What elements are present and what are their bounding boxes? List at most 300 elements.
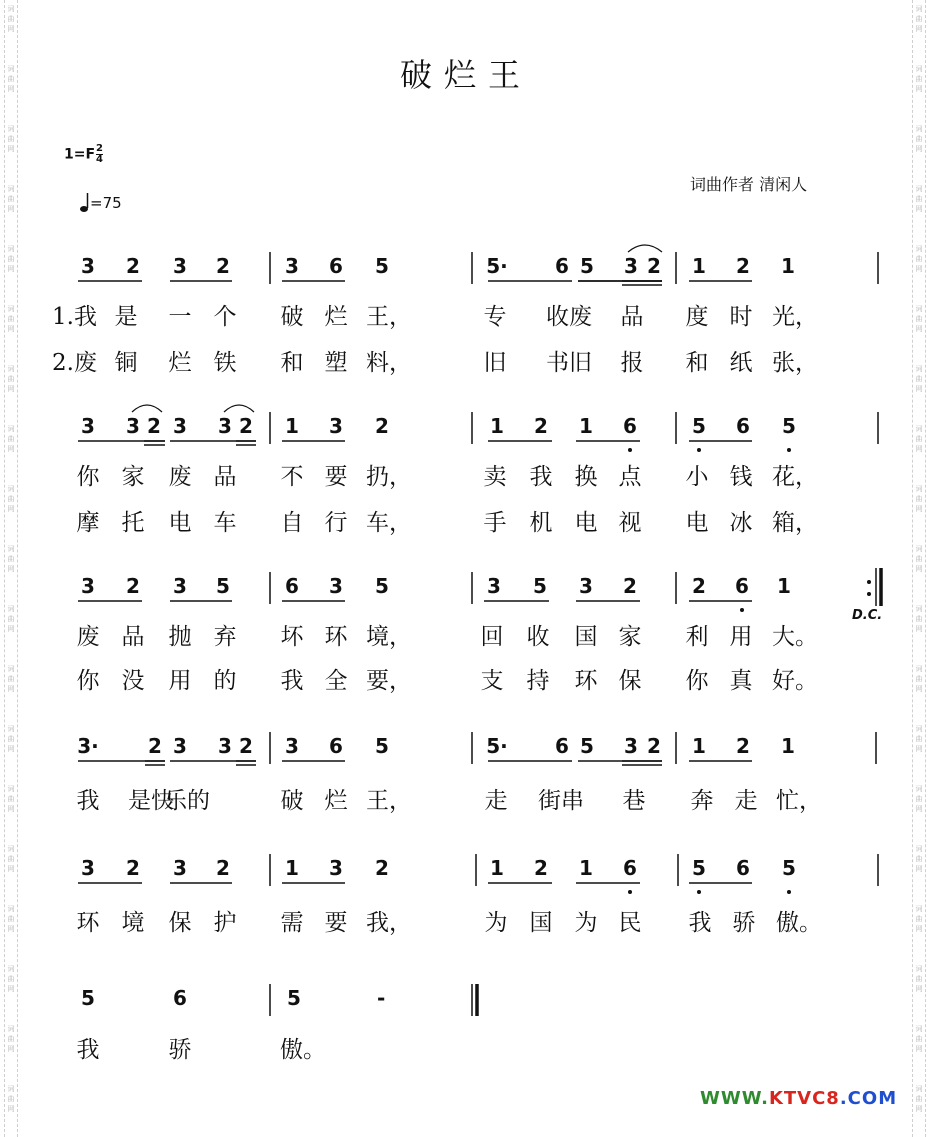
lyric-syllable: 骄 [732, 910, 756, 936]
lyric-syllable: 花， [772, 464, 818, 490]
watermark-char: 词 [7, 965, 15, 973]
note-digit: 6 [329, 734, 343, 758]
low-octave-dot [787, 890, 791, 894]
lyric-syllable: 利 [685, 624, 709, 650]
lyric-syllable: 你 [685, 668, 709, 694]
watermark-char: 词 [915, 1025, 923, 1033]
note-digit: 3 [487, 574, 501, 598]
note-digit: 2 [534, 414, 548, 438]
lyric-syllable: 托 [121, 510, 145, 536]
lyric-syllable: 烂 [324, 788, 348, 814]
lyric-syllable: 你 [76, 464, 100, 490]
watermark-char: 曲 [915, 75, 923, 83]
lyric-syllable: 持 [526, 668, 550, 694]
watermark-char: 网 [915, 205, 923, 213]
note-digit: 2 [736, 254, 750, 278]
da-capo-mark: D.C. [852, 608, 883, 623]
watermark-char: 曲 [7, 75, 15, 83]
note-digit: 5 [375, 574, 389, 598]
note-digit: 3 [218, 414, 232, 438]
lyric-syllable: 烂 [168, 350, 192, 376]
watermark-char: 网 [7, 925, 15, 933]
note-digit: 2 [126, 574, 140, 598]
time-denominator: 4 [96, 154, 104, 165]
note-digit: 6 [329, 254, 343, 278]
watermark-char: 词 [915, 305, 923, 313]
lyric-syllable: 不 [280, 464, 304, 490]
lyric-syllable: 换 [574, 464, 598, 490]
watermark-char: 网 [7, 745, 15, 753]
watermark-char: 词 [7, 5, 15, 13]
note-digit: 3 [329, 574, 343, 598]
lyric-syllable: 巷 [622, 788, 646, 814]
watermark-char: 词 [7, 845, 15, 853]
note-digit: 3 [329, 856, 343, 880]
key-signature [64, 144, 103, 165]
note-digit: 1 [490, 856, 504, 880]
note-digit: 5 [692, 856, 706, 880]
lyric-syllable: 车 [213, 510, 237, 536]
watermark-char: 词 [7, 365, 15, 373]
watermark-char: 词 [7, 905, 15, 913]
note-digit: 3 [81, 254, 95, 278]
watermark-char: 曲 [915, 615, 923, 623]
note-digit: 2 [216, 254, 230, 278]
site-part-1: WWW. [700, 1088, 769, 1109]
watermark-char: 曲 [7, 1095, 15, 1103]
time-numerator: 2 [96, 143, 104, 154]
lyric-syllable: 张， [772, 350, 818, 376]
note-digit: 3 [173, 734, 187, 758]
watermark-char: 网 [7, 265, 15, 273]
watermark-char: 词 [7, 125, 15, 133]
watermark-char: 词 [915, 905, 923, 913]
lyric-syllable: 护 [213, 910, 237, 936]
note-digit: 2 [239, 414, 253, 438]
watermark-char: 曲 [915, 315, 923, 323]
lyric-syllable: 烂 [324, 304, 348, 330]
watermark-char: 网 [7, 505, 15, 513]
note-digit: 2 [534, 856, 548, 880]
lyric-syllable: 为 [484, 910, 508, 936]
watermark-char: 曲 [7, 615, 15, 623]
lyric-syllable: 家 [618, 624, 642, 650]
quarter-note-icon [80, 192, 90, 214]
watermark-char: 网 [915, 505, 923, 513]
watermark-char: 曲 [915, 555, 923, 563]
watermark-char: 词 [7, 665, 15, 673]
watermark-char: 网 [7, 325, 15, 333]
watermark-char: 词 [915, 245, 923, 253]
note-digit: 1 [579, 856, 593, 880]
lyric-syllable: 箱， [772, 510, 818, 536]
lyric-syllable: 个 [213, 304, 237, 330]
watermark-char: 网 [7, 985, 15, 993]
watermark-char: 曲 [7, 375, 15, 383]
lyric-syllable: 钱 [729, 464, 753, 490]
watermark-char: 曲 [915, 915, 923, 923]
lyric-syllable: 保 [618, 668, 642, 694]
watermark-char: 网 [7, 25, 15, 33]
note-digit: 5 [782, 856, 796, 880]
note-digit: 2 [148, 734, 162, 758]
lyric-syllable: 环 [76, 910, 100, 936]
watermark-char: 曲 [915, 495, 923, 503]
lyric-syllable: 家 [121, 464, 145, 490]
lyric-syllable: 铁 [213, 350, 237, 376]
lyric-syllable: 大。 [772, 624, 818, 650]
lyric-syllable: 走 [734, 788, 758, 814]
lyric-syllable: 视 [618, 510, 642, 536]
lyric-syllable: 环 [574, 668, 598, 694]
low-octave-dot [628, 890, 632, 894]
note-digit: 3 [173, 856, 187, 880]
watermark-char: 曲 [7, 855, 15, 863]
lyric-syllable: 没 [121, 668, 145, 694]
note-digit: 3 [81, 856, 95, 880]
watermark-char: 词 [915, 965, 923, 973]
lyric-syllable: 街串 [538, 788, 584, 814]
lyric-syllable: 的 [213, 668, 237, 694]
watermark-char: 词 [915, 665, 923, 673]
note-digit: 6 [555, 254, 569, 278]
watermark-char: 网 [915, 325, 923, 333]
lyric-syllable: 是快 [128, 788, 174, 814]
watermark-char: 网 [915, 745, 923, 753]
watermark-char: 词 [7, 1085, 15, 1093]
watermark-char: 词 [7, 545, 15, 553]
note-digit: 1 [781, 734, 795, 758]
lyric-syllable: 是 [114, 304, 138, 330]
note-digit: 2 [623, 574, 637, 598]
lyric-syllable: 抛 [168, 624, 192, 650]
slur-arc [628, 245, 662, 252]
lyric-syllable: 电 [168, 510, 192, 536]
lyric-syllable: 我 [76, 1037, 100, 1063]
note-digit: 1 [777, 574, 791, 598]
low-octave-dot [697, 448, 701, 452]
watermark-char: 词 [915, 845, 923, 853]
lyric-syllable: 破 [280, 788, 304, 814]
lyric-syllable: 塑 [324, 350, 348, 376]
lyric-syllable: 我 [76, 788, 100, 814]
watermark-char: 词 [7, 1025, 15, 1033]
lyric-syllable: 民 [618, 910, 642, 936]
note-digit: 3 [624, 734, 638, 758]
note-digit: 1 [692, 254, 706, 278]
lyric-syllable: 废 [168, 464, 192, 490]
note-digit: 2 [147, 414, 161, 438]
lyric-syllable: 用 [168, 668, 192, 694]
watermark-char: 词 [915, 1085, 923, 1093]
watermark-char: 词 [7, 305, 15, 313]
lyric-syllable: 忙， [776, 788, 822, 814]
note-digit: 2 [375, 414, 389, 438]
watermark-char: 曲 [7, 1035, 15, 1043]
watermark-char: 词 [7, 425, 15, 433]
note-digit: 3 [173, 414, 187, 438]
lyric-syllable: 自 [280, 510, 304, 536]
lyric-syllable: 度 [685, 304, 709, 330]
low-octave-dot [697, 890, 701, 894]
watermark-char: 曲 [915, 135, 923, 143]
watermark-char: 网 [915, 625, 923, 633]
lyric-syllable: 电 [685, 510, 709, 536]
note-digit: 2 [216, 856, 230, 880]
lyric-syllable: 卖 [483, 464, 507, 490]
watermark-char: 网 [915, 685, 923, 693]
watermark-char: 词 [915, 485, 923, 493]
watermark-char: 网 [7, 1045, 15, 1053]
watermark-char: 曲 [7, 735, 15, 743]
lyric-syllable: 用 [729, 624, 753, 650]
slur-arc [224, 405, 254, 412]
lyric-syllable: 品 [121, 624, 145, 650]
lyric-syllable: 铜 [114, 350, 138, 376]
note-digit: 3 [329, 414, 343, 438]
note-digit: 3 [173, 574, 187, 598]
lyric-syllable: 收废 [546, 304, 592, 330]
note-digit: 3 [624, 254, 638, 278]
watermark-char: 曲 [7, 915, 15, 923]
lyric-syllable: 傲。 [776, 910, 822, 936]
lyric-syllable: 你 [76, 668, 100, 694]
watermark-char: 词 [915, 185, 923, 193]
watermark-char: 词 [7, 185, 15, 193]
note-digit: 5 [533, 574, 547, 598]
lyric-syllable: 品 [213, 464, 237, 490]
lyric-syllable: 我 [529, 464, 553, 490]
lyric-syllable: 国 [529, 910, 553, 936]
note-digit: 6 [555, 734, 569, 758]
note-digit: 6 [736, 414, 750, 438]
lyric-syllable: 行 [324, 510, 348, 536]
lyric-syllable: 光， [772, 304, 818, 330]
note-digit: 6 [173, 986, 187, 1010]
watermark-char: 网 [7, 385, 15, 393]
lyric-syllable: 专 [483, 304, 507, 330]
lyric-syllable: 回 [480, 624, 504, 650]
lyric-syllable: 境 [121, 910, 145, 936]
watermark-char: 网 [915, 265, 923, 273]
watermark-char: 曲 [7, 795, 15, 803]
composer-credit: 词曲作者 清闲人 [690, 175, 808, 194]
note-digit: 3· [77, 734, 99, 758]
lyric-syllable: 2.废 [52, 350, 97, 376]
watermark-char: 网 [915, 985, 923, 993]
watermark-char: 曲 [915, 435, 923, 443]
note-digit: 2 [692, 574, 706, 598]
lyric-syllable: 和 [685, 350, 709, 376]
note-digit: 5· [486, 734, 508, 758]
note-digit: 3 [81, 574, 95, 598]
lyric-syllable: 真 [729, 668, 753, 694]
lyric-syllable: 破 [280, 304, 304, 330]
note-digit: 6 [285, 574, 299, 598]
watermark-char: 词 [915, 545, 923, 553]
lyric-syllable: 我 [688, 910, 712, 936]
lyric-syllable: 纸 [729, 350, 753, 376]
watermark-char: 网 [7, 865, 15, 873]
lyric-syllable: 一 [168, 304, 192, 330]
key-label: 1=F [64, 146, 96, 163]
watermark-char: 网 [7, 685, 15, 693]
watermark-char: 词 [915, 425, 923, 433]
watermark-char: 网 [7, 145, 15, 153]
note-digit: 1 [285, 856, 299, 880]
watermark-char: 曲 [915, 975, 923, 983]
watermark-char: 曲 [7, 435, 15, 443]
watermark-char: 词 [7, 485, 15, 493]
lyric-syllable: 时 [729, 304, 753, 330]
repeat-dot [867, 580, 871, 584]
note-digit: 1 [490, 414, 504, 438]
watermark-char: 网 [915, 805, 923, 813]
tempo-marking [80, 192, 122, 214]
note-digit: 2 [647, 254, 661, 278]
lyric-syllable: 奔 [690, 788, 714, 814]
note-digit: 6 [623, 414, 637, 438]
low-octave-dot [740, 608, 744, 612]
watermark-char: 曲 [7, 495, 15, 503]
watermark-char: 网 [915, 865, 923, 873]
lyric-syllable: 需 [280, 910, 304, 936]
note-digit: 2 [239, 734, 253, 758]
watermark-char: 词 [915, 785, 923, 793]
note-digit: 3 [218, 734, 232, 758]
watermark-char: 网 [7, 85, 15, 93]
lyric-syllable: 冰 [729, 510, 753, 536]
note-digit: 5 [375, 254, 389, 278]
lyric-syllable: 王， [366, 788, 412, 814]
note-digit: 5 [580, 734, 594, 758]
lyric-syllable: 骄 [168, 1037, 192, 1063]
note-digit: 5 [287, 986, 301, 1010]
watermark-char: 网 [915, 1105, 923, 1113]
watermark-char: 曲 [915, 675, 923, 683]
watermark-char: 词 [915, 125, 923, 133]
lyric-syllable: 废 [76, 624, 100, 650]
watermark-char: 词 [915, 5, 923, 13]
watermark-char: 曲 [7, 255, 15, 263]
watermark-char: 曲 [7, 315, 15, 323]
lyric-syllable: 小 [685, 464, 709, 490]
sustain-dash: - [377, 986, 386, 1010]
low-octave-dot [787, 448, 791, 452]
lyric-syllable: 品 [620, 304, 644, 330]
watermark-char: 网 [915, 445, 923, 453]
note-digit: 1 [579, 414, 593, 438]
watermark-char: 词 [7, 785, 15, 793]
note-digit: 2 [647, 734, 661, 758]
lyric-syllable: 手 [483, 510, 507, 536]
note-digit: 2 [375, 856, 389, 880]
note-digit: 2 [126, 254, 140, 278]
lyric-syllable: 保 [168, 910, 192, 936]
note-digit: 6 [736, 856, 750, 880]
note-digit: 5 [580, 254, 594, 278]
lyric-syllable: 摩 [76, 510, 100, 536]
watermark-char: 网 [7, 205, 15, 213]
watermark-char: 曲 [7, 555, 15, 563]
watermark-char: 词 [7, 605, 15, 613]
watermark-char: 网 [7, 1105, 15, 1113]
watermark-char: 网 [7, 805, 15, 813]
lyric-syllable: 我 [280, 668, 304, 694]
watermark-char: 曲 [915, 1095, 923, 1103]
slur-arc [132, 405, 162, 412]
lyric-syllable: 环 [324, 624, 348, 650]
note-digit: 3 [126, 414, 140, 438]
website-logo [700, 1088, 897, 1109]
watermark-char: 曲 [915, 15, 923, 23]
watermark-char: 曲 [7, 975, 15, 983]
lyric-syllable: 电 [574, 510, 598, 536]
watermark-char: 网 [915, 385, 923, 393]
watermark-char: 曲 [915, 735, 923, 743]
lyric-syllable: 1.我 [52, 304, 97, 330]
time-signature [96, 144, 103, 165]
watermark-char: 曲 [915, 855, 923, 863]
site-part-3: .COM [839, 1088, 898, 1109]
note-digit: 3 [285, 734, 299, 758]
lyric-syllable: 傲。 [280, 1037, 326, 1063]
note-digit: 2 [736, 734, 750, 758]
right-watermark-strip [912, 0, 926, 1137]
lyric-syllable: 料， [366, 350, 412, 376]
watermark-char: 网 [915, 925, 923, 933]
note-digit: 3 [285, 254, 299, 278]
watermark-char: 网 [7, 625, 15, 633]
watermark-char: 网 [915, 1045, 923, 1053]
lyric-syllable: 书旧 [546, 350, 592, 376]
watermark-char: 网 [915, 25, 923, 33]
watermark-char: 网 [915, 145, 923, 153]
watermark-char: 曲 [915, 795, 923, 803]
lyric-syllable: 收 [526, 624, 550, 650]
lyric-syllable: 扔， [366, 464, 412, 490]
lyric-syllable: 报 [620, 350, 644, 376]
watermark-char: 词 [7, 65, 15, 73]
lyric-syllable: 王， [366, 304, 412, 330]
note-digit: 1 [692, 734, 706, 758]
watermark-char: 曲 [7, 135, 15, 143]
note-digit: 5 [216, 574, 230, 598]
watermark-char: 词 [915, 725, 923, 733]
note-digit: 1 [781, 254, 795, 278]
note-digit: 3 [81, 414, 95, 438]
lyric-syllable: 弃 [213, 624, 237, 650]
watermark-char: 网 [915, 85, 923, 93]
lyric-syllable: 点 [618, 464, 642, 490]
note-digit: 3 [173, 254, 187, 278]
lyric-syllable: 支 [480, 668, 504, 694]
watermark-char: 词 [915, 605, 923, 613]
lyric-syllable: 车， [366, 510, 412, 536]
watermark-char: 曲 [915, 1035, 923, 1043]
note-digit: 5 [782, 414, 796, 438]
site-part-2: KTVC8 [768, 1088, 840, 1109]
low-octave-dot [628, 448, 632, 452]
lyric-syllable: 全 [324, 668, 348, 694]
note-digit: 5 [81, 986, 95, 1010]
watermark-char: 网 [915, 565, 923, 573]
lyric-syllable: 机 [529, 510, 553, 536]
watermark-char: 网 [7, 445, 15, 453]
watermark-char: 网 [7, 565, 15, 573]
note-digit: 5 [375, 734, 389, 758]
lyric-syllable: 要， [366, 668, 412, 694]
